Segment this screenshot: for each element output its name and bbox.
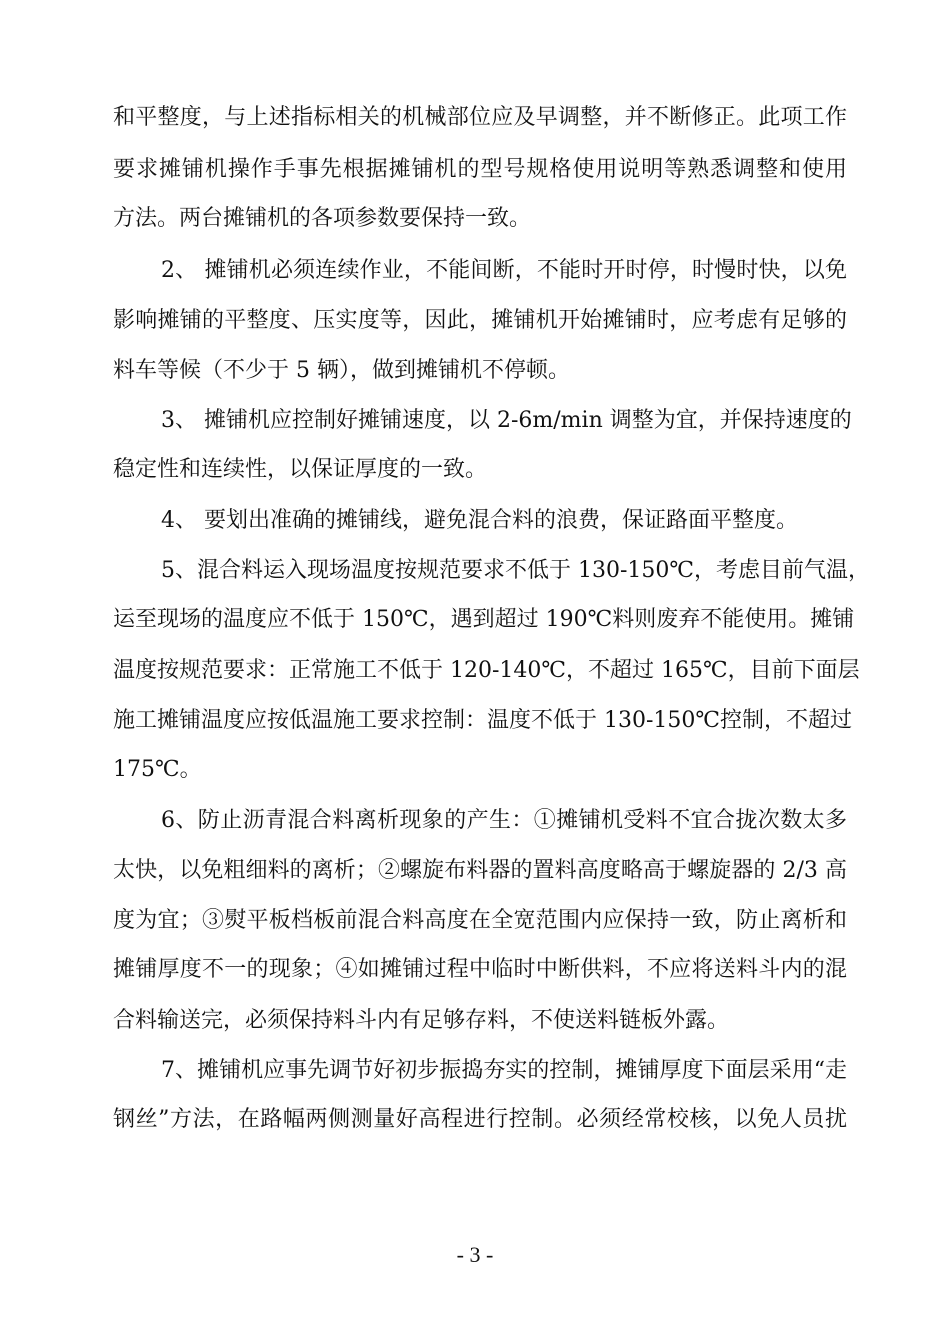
text-line: 运至现场的温度应不低于 150℃，遇到超过 190℃料则废弃不能使用。摊铺 bbox=[113, 607, 855, 632]
text-line: 施工摊铺温度应按低温施工要求控制：温度不低于 130-150℃控制，不超过 bbox=[113, 708, 853, 733]
text-line: 和平整度，与上述指标相关的机械部位应及早调整，并不断修正。此项工作 bbox=[113, 105, 847, 130]
text-line: 摊铺厚度不一的现象；④如摊铺过程中临时中断供料，不应将送料斗内的混 bbox=[113, 957, 847, 982]
text-line: 太快，以免粗细料的离析；②螺旋布料器的置料高度略高于螺旋器的 2/3 高 bbox=[113, 858, 847, 883]
text-line: 钢丝”方法，在路幅两侧测量好高程进行控制。必须经常校核，以免人员扰 bbox=[113, 1107, 847, 1132]
paragraph-start-line: 3、 摊铺机应控制好摊铺速度，以 2-6m/min 调整为宜，并保持速度的 bbox=[161, 408, 852, 433]
text-line: 料车等候（不少于 5 辆），做到摊铺机不停顿。 bbox=[113, 358, 570, 383]
paragraph-start-line: 7、摊铺机应事先调节好初步振捣夯实的控制，摊铺厚度下面层采用“走 bbox=[161, 1058, 847, 1083]
paragraph-start-line: 4、 要划出准确的摊铺线，避免混合料的浪费，保证路面平整度。 bbox=[161, 508, 798, 533]
page-number: - 3 - bbox=[456, 1242, 494, 1267]
text-line: 度为宜；③熨平板档板前混合料高度在全宽范围内应保持一致，防止离析和 bbox=[113, 908, 847, 933]
paragraph-start-line: 2、 摊铺机必须连续作业，不能间断，不能时开时停，时慢时快，以免 bbox=[161, 258, 847, 283]
text-line: 方法。两台摊铺机的各项参数要保持一致。 bbox=[113, 206, 532, 231]
paragraph-start-line: 6、防止沥青混合料离析现象的产生：①摊铺机受料不宜合拢次数太多 bbox=[161, 808, 847, 833]
text-line: 175℃。 bbox=[113, 757, 202, 782]
text-line: 合料输送完，必须保持料斗内有足够存料，不使送料链板外露。 bbox=[113, 1008, 730, 1033]
text-line: 稳定性和连续性，以保证厚度的一致。 bbox=[113, 457, 488, 482]
text-line: 影响摊铺的平整度、压实度等，因此，摊铺机开始摊铺时，应考虑有足够的 bbox=[113, 308, 847, 333]
text-line: 温度按规范要求：正常施工不低于 120-140℃，不超过 165℃，目前下面层 bbox=[113, 658, 860, 683]
text-line: 要求摊铺机操作手事先根据摊铺机的型号规格使用说明等熟悉调整和使用 bbox=[113, 157, 847, 182]
paragraph-start-line: 5、混合料运入现场温度按规范要求不低于 130-150℃，考虑目前气温， bbox=[161, 558, 871, 583]
